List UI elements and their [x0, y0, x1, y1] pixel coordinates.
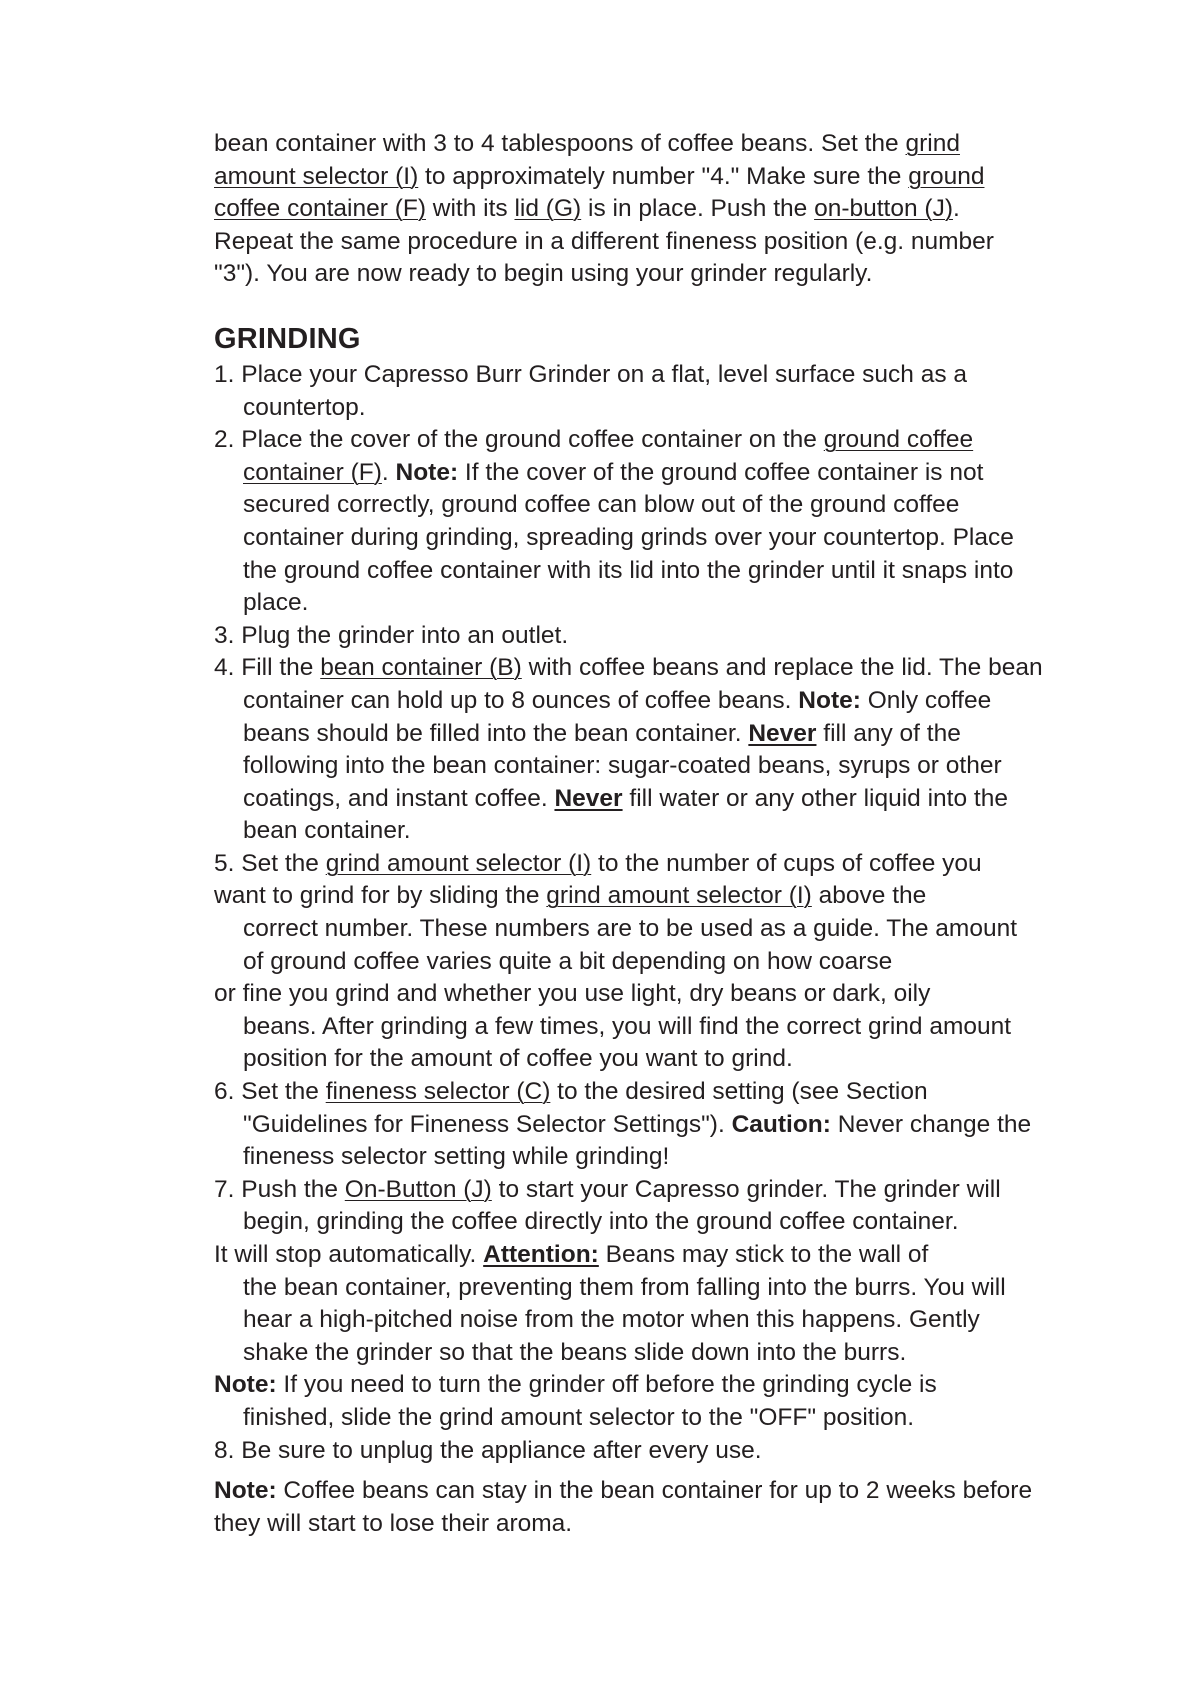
never-warning: Never — [748, 719, 817, 747]
text: If you need to turn the grinder off before the grinding cycle is — [276, 1371, 937, 1399]
never-warning: Never — [554, 784, 623, 812]
step-7-line — [214, 1272, 1044, 1370]
attention-label: Attention: — [483, 1241, 599, 1268]
note-label: Note: — [214, 1477, 277, 1505]
text: fill water or any other liquid into the bean container. — [243, 784, 1008, 845]
step-8 — [214, 1435, 1044, 1468]
part-ref-fineness-selector: fineness selector (C) — [325, 1078, 551, 1106]
text: or fine you grind and whether you use light, dry beans or dark, oily — [214, 980, 931, 1008]
step-7 — [214, 1174, 1044, 1435]
step-5-line — [214, 880, 1044, 913]
manual-page — [214, 128, 1044, 1540]
text: 3. Plug the grinder into an outlet. — [214, 621, 569, 649]
step-5-line — [214, 848, 1044, 881]
text: the bean container, preventing them from falling into the burrs. You will hear a high-pitched noise from the motor when this happens. Gently shake the grinder so that the beans slide down into the burrs. — [243, 1273, 1006, 1366]
text: want to grind for by sliding the — [214, 882, 547, 910]
text: beans. After grinding a few times, you will find the correct grind amount position for the amount of coffee you want to grind. — [243, 1012, 1012, 1073]
step-5-line — [214, 978, 1044, 1011]
step-7-line — [214, 1239, 1044, 1272]
text: . Repeat the same procedure in a different fineness position (e.g. number "3"). You are now ready to begin using your grinder regularly. — [214, 195, 994, 288]
caution-label: Caution: — [731, 1110, 831, 1138]
text: Beans may stick to the wall of — [598, 1241, 929, 1268]
text: above the — [811, 882, 927, 910]
part-ref-grind-amount-selector: grind amount selector (I) — [325, 849, 592, 877]
note-label: Note: — [798, 686, 861, 714]
part-ref-on-button: on-button (J) — [814, 195, 953, 223]
step-7-line — [214, 1402, 1044, 1435]
step-7-line — [214, 1174, 1044, 1239]
text: 5. Set the — [214, 849, 326, 877]
text: 8. Be sure to unplug the appliance after every use. — [214, 1436, 762, 1464]
part-ref-lid: lid (G) — [514, 195, 582, 223]
text: with coffee beans and replace the lid. The bean container can hold up to 8 ounces of coffee beans. — [243, 654, 1043, 714]
text: is in place. Push the — [581, 195, 815, 223]
text: correct number. These numbers are to be used as a guide. The amount of ground coffee varies quite a bit depending on how coarse — [243, 915, 1018, 975]
text: to start your Capresso grinder. The grinder will begin, grinding the coffee directly into the ground coffee container. — [243, 1175, 1001, 1236]
text: 7. Push the — [214, 1175, 345, 1203]
text: Only coffee beans should be filled into the bean container. — [243, 686, 992, 747]
text: 2. Place the cover of the ground coffee container on the — [214, 426, 824, 454]
text: 6. Set the — [214, 1078, 326, 1106]
text: to the number of cups of coffee you — [591, 849, 982, 877]
text: to the desired setting (see Section "Guidelines for Fineness Selector Settings"). — [243, 1078, 928, 1138]
part-ref-grind-amount-selector: grind amount selector (I) — [546, 882, 812, 910]
text: bean container with 3 to 4 tablespoons of coffee beans. Set the — [214, 130, 906, 157]
text: Never change the fineness selector setting while grinding! — [243, 1110, 1032, 1171]
note-label: Note: — [395, 458, 459, 486]
text: with its — [425, 195, 515, 223]
text: . — [381, 458, 396, 486]
text: 1. Place your Capresso Burr Grinder on a flat, level surface such as a countertop. — [214, 360, 968, 421]
step-6 — [214, 1076, 1044, 1174]
text: 4. Fill the — [214, 654, 321, 682]
text: It will stop automatically. — [214, 1241, 484, 1268]
part-ref-grind-amount-selector: grind amount selector (I) — [214, 130, 960, 190]
step-4 — [214, 652, 1044, 848]
final-note — [214, 1475, 1044, 1540]
step-5 — [214, 848, 1044, 1076]
section-heading-grinding: GRINDING — [214, 322, 361, 355]
note-label: Note: — [214, 1371, 277, 1399]
text: If the cover of the ground coffee container is not secured correctly, ground coffee can blow out of the ground coffee container during grinding, spreading grinds over your countertop. Place the ground coffee container with its lid into the grinder until it snaps into place. — [243, 458, 1014, 617]
step-3 — [214, 620, 1044, 653]
step-7-line — [214, 1369, 1044, 1402]
part-ref-on-button: On-Button (J) — [344, 1175, 492, 1203]
step-5-line — [214, 913, 1044, 978]
text: Coffee beans can stay in the bean container for up to 2 weeks before they will start to lose their aroma. — [214, 1477, 1033, 1537]
text: to approximately number "4." Make sure the — [418, 162, 909, 190]
text: fill any of the following into the bean container: sugar-coated beans, syrups or other coatings, and instant coffee. — [243, 719, 1002, 812]
step-1 — [214, 359, 1044, 424]
part-ref-bean-container: bean container (B) — [320, 654, 522, 682]
step-2 — [214, 424, 1044, 620]
text: finished, slide the grind amount selector to the "OFF" position. — [243, 1403, 915, 1431]
step-5-line — [214, 1011, 1044, 1076]
intro-paragraph — [214, 128, 1044, 291]
part-ref-ground-coffee-container: ground coffee container (F) — [243, 426, 974, 486]
part-ref-ground-coffee-container: ground coffee container (F) — [214, 162, 985, 223]
